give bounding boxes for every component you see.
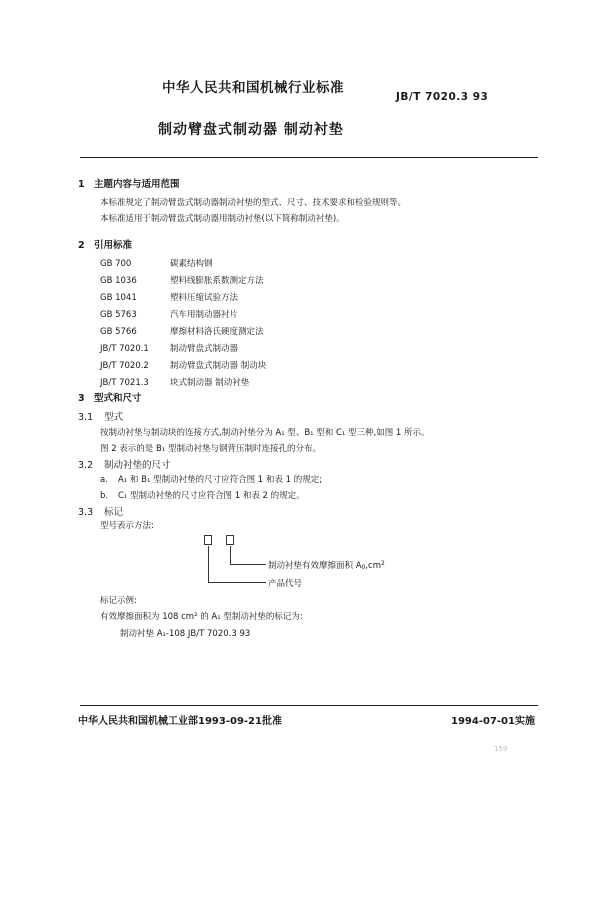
document-title: 制动臂盘式制动器 制动衬垫 [158,122,344,138]
subsection-3-2-title: 制动衬垫的尺寸 [104,460,171,471]
standard-number: JB/T 7020.3 93 [396,91,489,103]
area-code-leader-horizontal [230,564,266,565]
subsection-3-1-title: 型式 [104,412,124,423]
section-2-heading [78,237,132,251]
list-marker-a: a. [100,475,108,485]
reference-code: JB/T 7020.2 [100,361,149,371]
model-notation-label: 型号表示方法: [100,521,154,531]
reference-name: 塑料压缩试验方法 [170,293,239,303]
example-description: 有效摩擦面积为 108 cm² 的 A₁ 型制动衬垫的标记为: [100,612,303,622]
page-number: 159 [494,745,508,753]
section-3-title: 型式和尺寸 [94,393,142,404]
subsection-3-2-heading [78,457,171,471]
area-label-superscript: 2 [381,560,385,567]
list-item-a [100,473,322,485]
reference-name: 碳素结构钢 [170,259,213,269]
list-marker-b: b. [100,491,109,501]
reference-item [100,376,249,388]
area-label-text: 制动衬垫有效摩擦面积 A [268,561,362,571]
section-2-title: 引用标准 [94,240,133,251]
product-code-leader-horizontal [208,582,266,583]
reference-code: GB 1041 [100,293,137,303]
area-code-box [226,535,234,545]
list-text-a: A₁ 和 B₁ 型制动衬垫的尺寸应符合图 1 和表 1 的规定; [118,475,323,485]
reference-name: 制动臂盘式制动器 制动块 [170,361,267,371]
example-marking: 制动衬垫 A₁-108 JB/T 7020.3 93 [120,629,251,639]
example-label: 标记示例: [100,596,137,606]
area-label-unit: ,cm [365,561,382,571]
area-code-label [268,559,385,571]
area-label-subscript: 0 [361,564,366,571]
reference-item [100,274,264,286]
reference-item [100,291,238,303]
reference-item [100,308,238,320]
section-1-heading [78,176,180,190]
reference-code: JB/T 7021.3 [100,378,149,388]
reference-item [100,257,213,269]
subsection-3-2-number: 3.2 [78,460,94,471]
reference-code: GB 5763 [100,310,137,320]
subsection-3-3-heading [78,504,123,518]
reference-code: GB 700 [100,259,132,269]
reference-name: 摩擦材料洛氏硬度测定法 [170,327,264,337]
section-1-title: 主题内容与适用范围 [94,179,180,190]
reference-name: 汽车用制动器衬片 [170,310,239,320]
reference-item [100,359,266,371]
reference-name: 制动臂盘式制动器 [170,344,239,354]
area-code-leader-vertical [230,546,231,564]
issuing-organization: 中华人民共和国机械行业标准 [162,80,344,96]
section-1-number: 1 [78,179,85,190]
product-code-leader-vertical [208,546,209,582]
section-3-number: 3 [78,393,85,404]
approval-statement: 中华人民共和国机械工业部1993-09-21批准 [78,716,282,727]
section-1-paragraph-1: 本标准规定了制动臂盘式制动器制动衬垫的型式、尺寸、技术要求和检验规则等。 [100,198,407,208]
footer-divider [80,705,538,706]
subsection-3-1-heading [78,409,123,423]
subsection-3-1-paragraph-1: 按制动衬垫与制动块的连接方式,制动衬垫分为 A₁ 型、B₁ 型和 C₁ 型三种,如图 1 所示。 [100,428,430,438]
reference-item [100,325,264,337]
section-1-paragraph-2: 本标准适用于制动臂盘式制动器用制动衬垫(以下简称制动衬垫)。 [100,214,345,224]
list-text-b: C₁ 型制动衬垫的尺寸应符合图 1 和表 2 的规定。 [118,491,305,501]
list-item-b [100,489,305,501]
effective-date: 1994-07-01实施 [451,716,535,727]
subsection-3-1-paragraph-2: 图 2 表示的是 B₁ 型制动衬垫与钢背压制时连接孔的分布。 [100,444,321,454]
section-3-heading [78,390,142,404]
product-code-label: 产品代号 [268,579,303,589]
section-2-number: 2 [78,240,85,251]
reference-name: 塑料线膨胀系数测定方法 [170,276,264,286]
reference-code: GB 5766 [100,327,137,337]
product-code-box [204,535,212,545]
reference-code: JB/T 7020.1 [100,344,149,354]
reference-code: GB 1036 [100,276,137,286]
subsection-3-3-title: 标记 [104,507,124,518]
reference-name: 块式制动器 制动衬垫 [170,378,250,388]
subsection-3-3-number: 3.3 [78,507,94,518]
reference-item [100,342,238,354]
header-divider [80,157,538,158]
subsection-3-1-number: 3.1 [78,412,94,423]
